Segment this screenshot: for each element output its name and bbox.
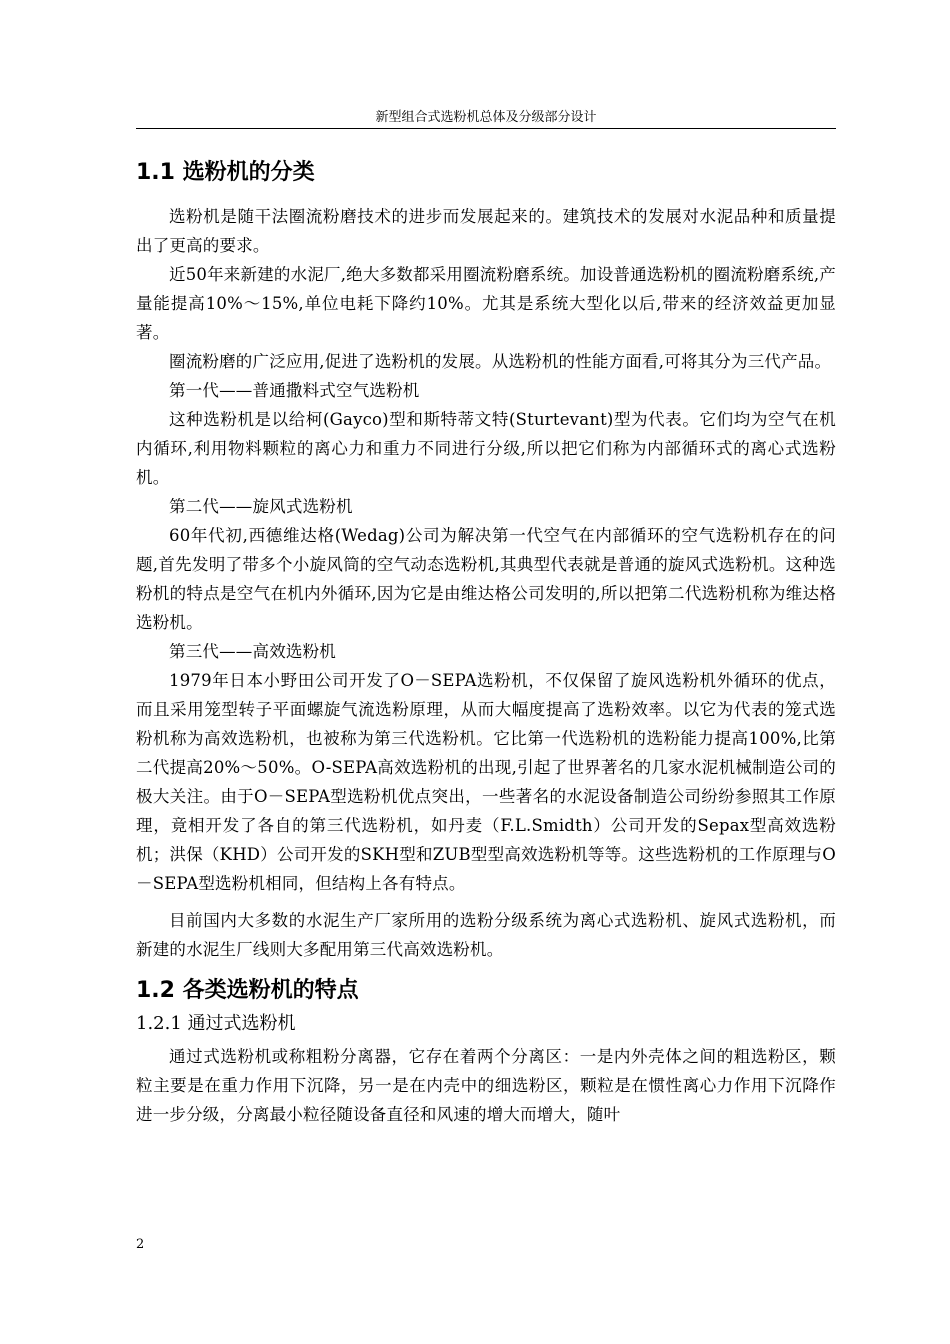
generation-label-1: 第一代——普通撒料式空气选粉机 <box>169 381 420 400</box>
generation-label-3: 第三代——高效选粉机 <box>169 642 336 661</box>
paragraph: 60年代初,西德维达格(Wedag)公司为解决第一代空气在内部循环的空气选粉机存在的问题,首先发明了带多个小旋风筒的空气动态选粉机,其典型代表就是普通的旋风式选粉机。这种选粉机的特点是空气在机内外循环,因为它是由维达格公司发明的,所以把第二代选粉机称为维达格选粉机。 <box>136 526 836 632</box>
page-number: 2 <box>136 1237 145 1252</box>
generation-label-2: 第二代——旋风式选粉机 <box>169 497 353 516</box>
running-header: 新型组合式选粉机总体及分级部分设计 <box>136 108 836 129</box>
paragraph: 通过式选粉机或称粗粉分离器，它存在着两个分离区：一是内外壳体之间的粗选粉区，颗粒主要是在重力作用下沉降，另一是在内壳中的细选粉区，颗粒是在惯性离心力作用下沉降作进一步分级，分离最小粒径随设备直径和风速的增大而增大，随叶 <box>136 1047 836 1124</box>
page-content <box>136 150 836 1129</box>
paragraph: 圈流粉磨的广泛应用,促进了选粉机的发展。从选粉机的性能方面看,可将其分为三代产品。 <box>169 352 832 371</box>
paragraph: 选粉机是随干法圈流粉磨技术的进步而发展起来的。建筑技术的发展对水泥品种和质量提出了更高的要求。 <box>136 207 836 255</box>
paragraph: 这种选粉机是以给柯(Gayco)型和斯特蒂文特(Sturtevant)型为代表。它们均为空气在机内循环,利用物料颗粒的离心力和重力不同进行分级,所以把它们称为内部循环式的离心式选粉机。 <box>136 410 836 487</box>
paragraph: 近50年来新建的水泥厂,绝大多数都采用圈流粉磨系统。加设普通选粉机的圈流粉磨系统,产量能提高10%～15%,单位电耗下降约10%。尤其是系统大型化以后,带来的经济效益更加显著。 <box>136 265 836 342</box>
paragraph: 目前国内大多数的水泥生产厂家所用的选粉分级系统为离心式选粉机、旋风式选粉机，而新建的水泥生厂线则大多配用第三代高效选粉机。 <box>136 911 836 959</box>
section-heading-1-1: 1.1 选粉机的分类 <box>136 160 315 185</box>
subsection-heading-1-2-1: 1.2.1 通过式选粉机 <box>136 1013 296 1034</box>
section-heading-1-2: 1.2 各类选粉机的特点 <box>136 978 359 1003</box>
paragraph: 1979年日本小野田公司开发了O－SEPA选粉机，不仅保留了旋风选粉机外循环的优点，而且采用笼型转子平面螺旋气流选粉原理，从而大幅度提高了选粉效率。以它为代表的笼式选粉机称为高效选粉机，也被称为第三代选粉机。它比第一代选粉机的选粉能力提高100%,比第二代提高20%～50%。O-SEPA高效选粉机的出现,引起了世界著名的几家水泥机械制造公司的极大关注。由于O－SEPA型选粉机优点突出，一些著名的水泥设备制造公司纷纷参照其工作原理，竟相开发了各自的第三代选粉机，如丹麦（F.L.Smidth）公司开发的Sepax型高效选粉机；洪保（KHD）公司开发的SKH型和ZUB型型高效选粉机等等。这些选粉机的工作原理与O－SEPA型选粉机相同，但结构上各有特点。 <box>136 671 836 893</box>
